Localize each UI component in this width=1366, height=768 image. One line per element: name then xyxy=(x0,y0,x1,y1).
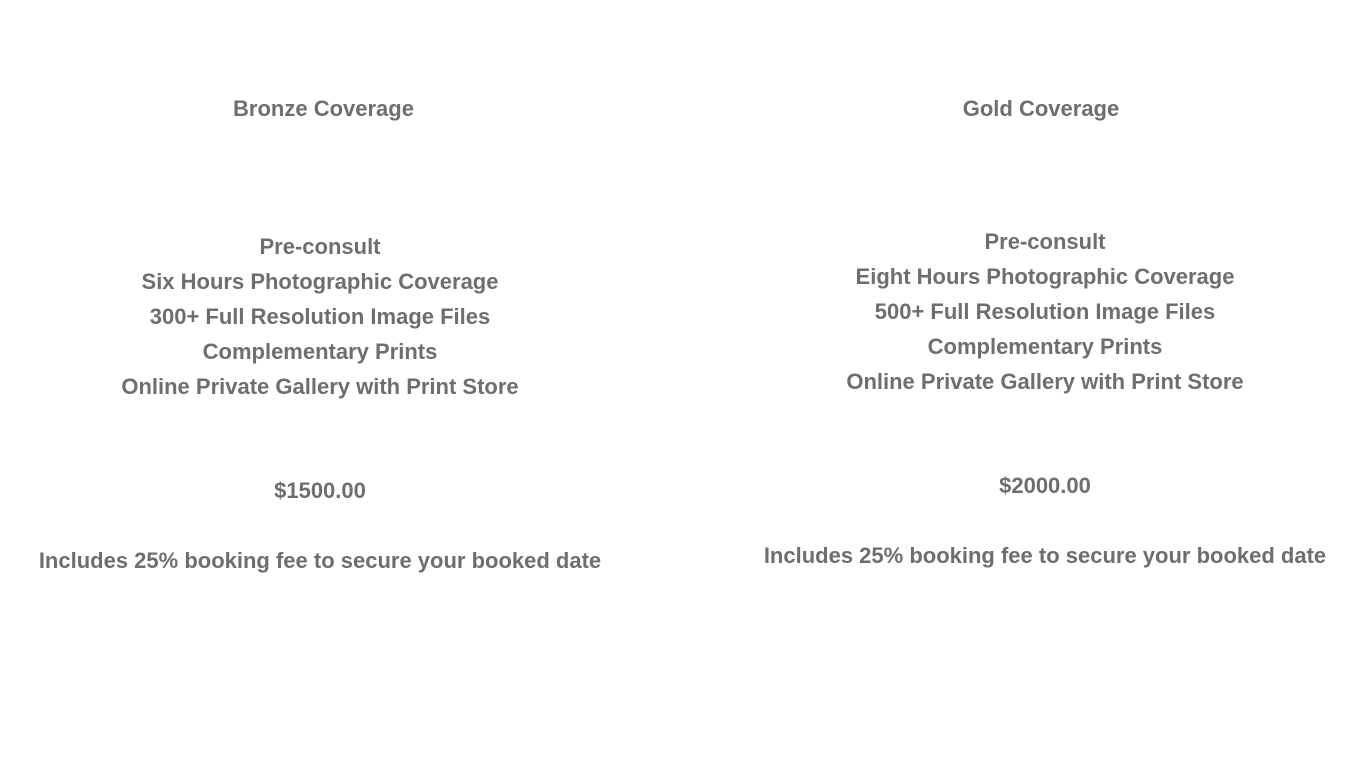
feature-item: Pre-consult xyxy=(259,234,381,259)
package-price: $1500.00 xyxy=(274,478,366,503)
feature-item: Six Hours Photographic Coverage xyxy=(141,269,499,294)
package-gold xyxy=(683,0,1366,768)
feature-item: Online Private Gallery with Print Store xyxy=(121,374,519,399)
feature-item: Online Private Gallery with Print Store xyxy=(846,369,1244,394)
package-title: Bronze Coverage xyxy=(233,96,414,121)
package-title: Gold Coverage xyxy=(962,96,1120,121)
feature-item: Complementary Prints xyxy=(202,339,438,364)
package-price: $2000.00 xyxy=(999,473,1091,498)
feature-item: Eight Hours Photographic Coverage xyxy=(855,264,1235,289)
feature-item: Pre-consult xyxy=(984,229,1106,254)
booking-fee-note: Includes 25% booking fee to secure your booked date xyxy=(38,548,602,573)
booking-fee-note: Includes 25% booking fee to secure your booked date xyxy=(763,543,1327,568)
feature-item: Complementary Prints xyxy=(927,334,1163,359)
feature-list xyxy=(0,229,640,404)
feature-item: 500+ Full Resolution Image Files xyxy=(874,299,1216,324)
feature-item: 300+ Full Resolution Image Files xyxy=(149,304,491,329)
feature-list xyxy=(683,224,1366,399)
